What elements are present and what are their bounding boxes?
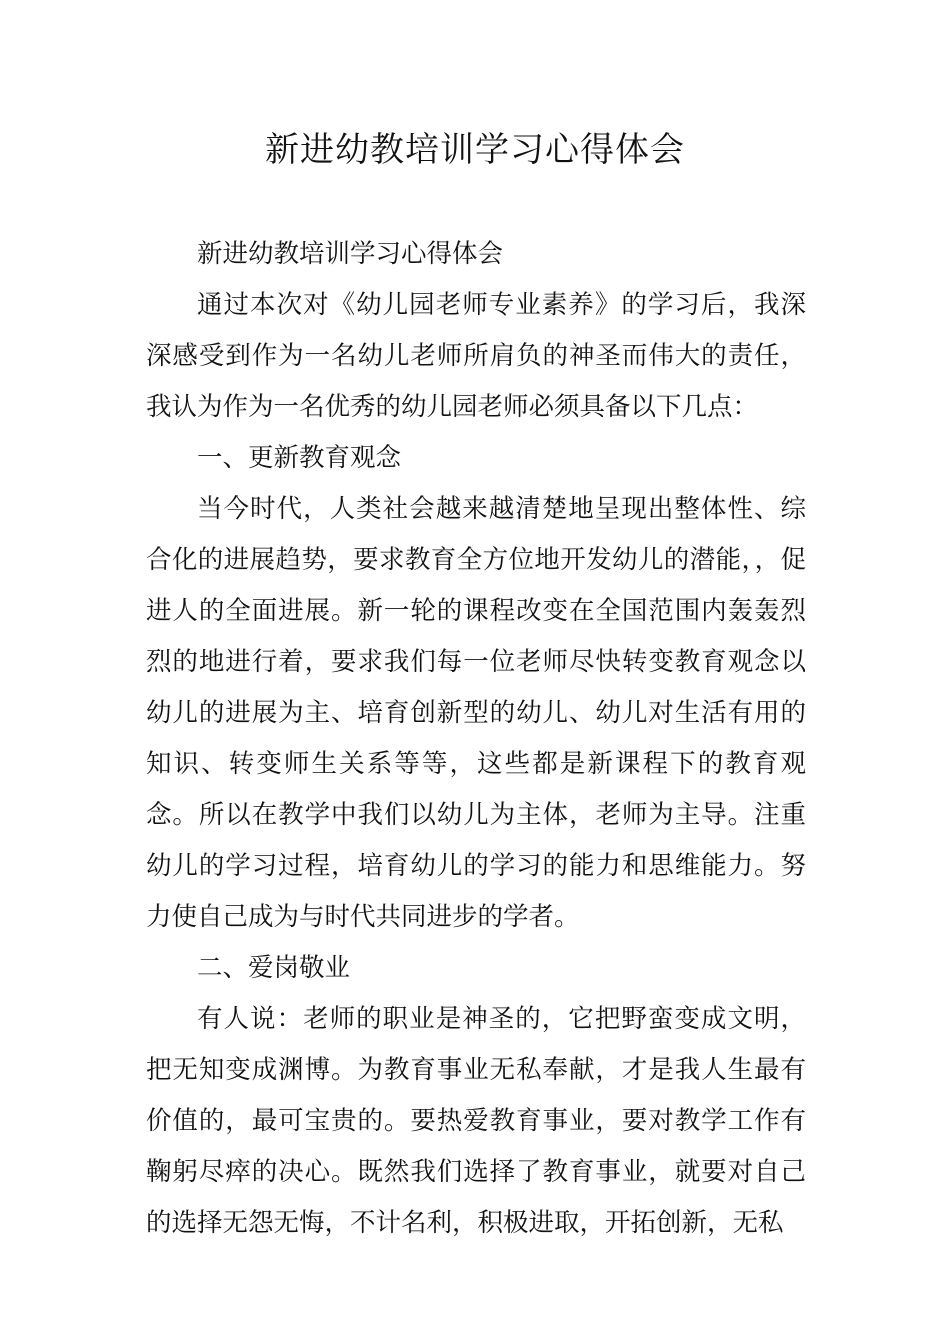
document-body bbox=[146, 229, 806, 1249]
paragraph-intro: 通过本次对《幼儿园老师专业素养》的学习后，我深深感受到作为一名幼儿老师所肩负的神圣而伟大的责任，我认为作为一名优秀的幼儿园老师必须具备以下几点： bbox=[146, 290, 806, 422]
section-heading-2: 二、爱岗敬业 bbox=[197, 953, 351, 983]
paragraph-section-2: 有人说：老师的职业是神圣的，它把野蛮变成文明，把无知变成渊博。为教育事业无私奉献，才是我人生最有价值的，最可宝贵的。要热爱教育事业，要对教学工作有鞠躬尽瘁的决心。既然我们选择了教育事业，就要对自己的选择无怨无悔，不计名利，积极进取，开拓创新，无私 bbox=[146, 1004, 806, 1238]
paragraph-subtitle: 新进幼教培训学习心得体会 bbox=[197, 239, 504, 269]
document-title: 新进幼教培训学习心得体会 bbox=[265, 130, 685, 170]
section-heading-1: 一、更新教育观念 bbox=[197, 443, 402, 473]
paragraph-section-1: 当今时代，人类社会越来越清楚地呈现出整体性、综合化的进展趋势，要求教育全方位地开发幼儿的潜能，，促进人的全面进展。新一轮的课程改变在全国范围内轰轰烈烈的地进行着，要求我们每一位老师尽快转变教育观念以幼儿的进展为主、培育创新型的幼儿、幼儿对生活有用的知识、转变师生关系等等，这些都是新课程下的教育观念。所以在教学中我们以幼儿为主体，老师为主导。注重幼儿的学习过程，培育幼儿的学习的能力和思维能力。努力使自己成为与时代共同进步的学者。 bbox=[146, 494, 806, 932]
